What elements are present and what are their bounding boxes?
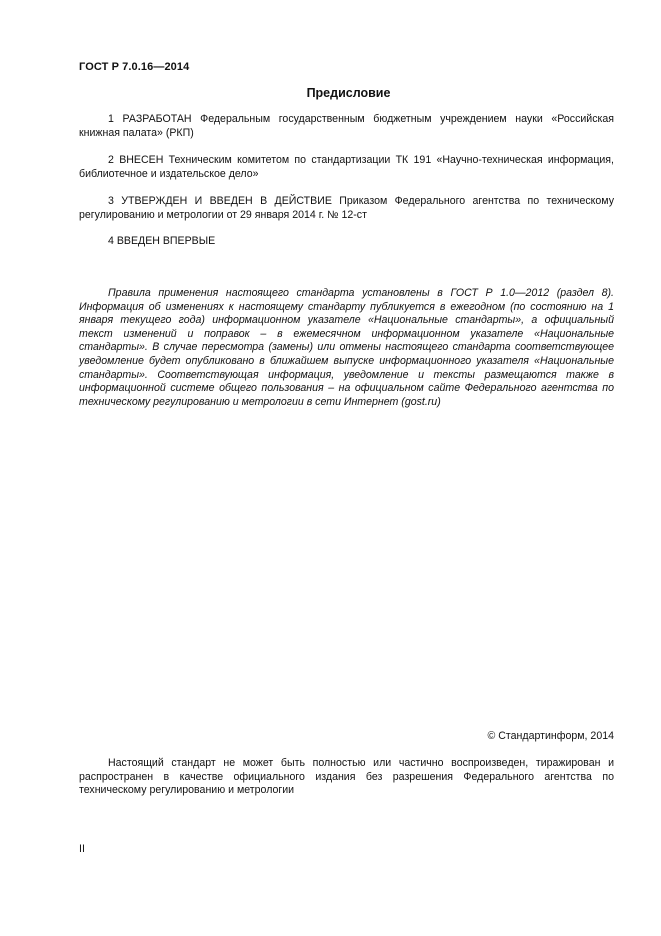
preface-item-4: 4 ВВЕДЕН ВПЕРВЫЕ (108, 235, 216, 247)
section-title: Предисловие (306, 86, 391, 100)
preface-item-2: 2 ВНЕСЕН Техническим комитетом по стандартизации ТК 191 «Научно-техническая информация, библиотечное и издательское дело» (79, 154, 614, 180)
preface-item-3: 3 УТВЕРЖДЕН И ВВЕДЕН В ДЕЙСТВИЕ Приказом Федерального агентства по техническому регулированию и метрологии от 29 января 2014 г. № 12-ст (79, 195, 614, 221)
copyright-line: © Стандартинформ, 2014 (487, 730, 614, 742)
usage-notice: Правила применения настоящего стандарта установлены в ГОСТ Р 1.0—2012 (раздел 8). Информация об изменениях к настоящему стандарту публикуется в ежегодном (по состоянию на 1 января текущего года) информационном указателе «Национальные стандарты», а официальный текст изменений и поправок – в ежемесячном информационном указателе «Национальные стандарты». В случае пересмотра (замены) или отмены настоящего стандарта соответствующее уведомление будет опубликовано в ближайшем выпуске информационного указателя «Национальные стандарты». Соответствующая информация, уведомление и тексты размещаются также в информационной системе общего пользования – на официальном сайте Федерального агентства по техническому регулированию и метрологии в сети Интернет (gost.ru) (79, 287, 614, 408)
standard-code: ГОСТ Р 7.0.16—2014 (79, 61, 190, 73)
preface-item-1: 1 РАЗРАБОТАН Федеральным государственным бюджетным учреждением науки «Российская книжная палата» (РКП) (79, 113, 614, 139)
page-number: II (79, 843, 85, 855)
reprint-restriction: Настоящий стандарт не может быть полностью или частично воспроизведен, тиражирован и распространен в качестве официального издания без разрешения Федерального агентства по техническому регулированию и метрологии (79, 757, 614, 797)
